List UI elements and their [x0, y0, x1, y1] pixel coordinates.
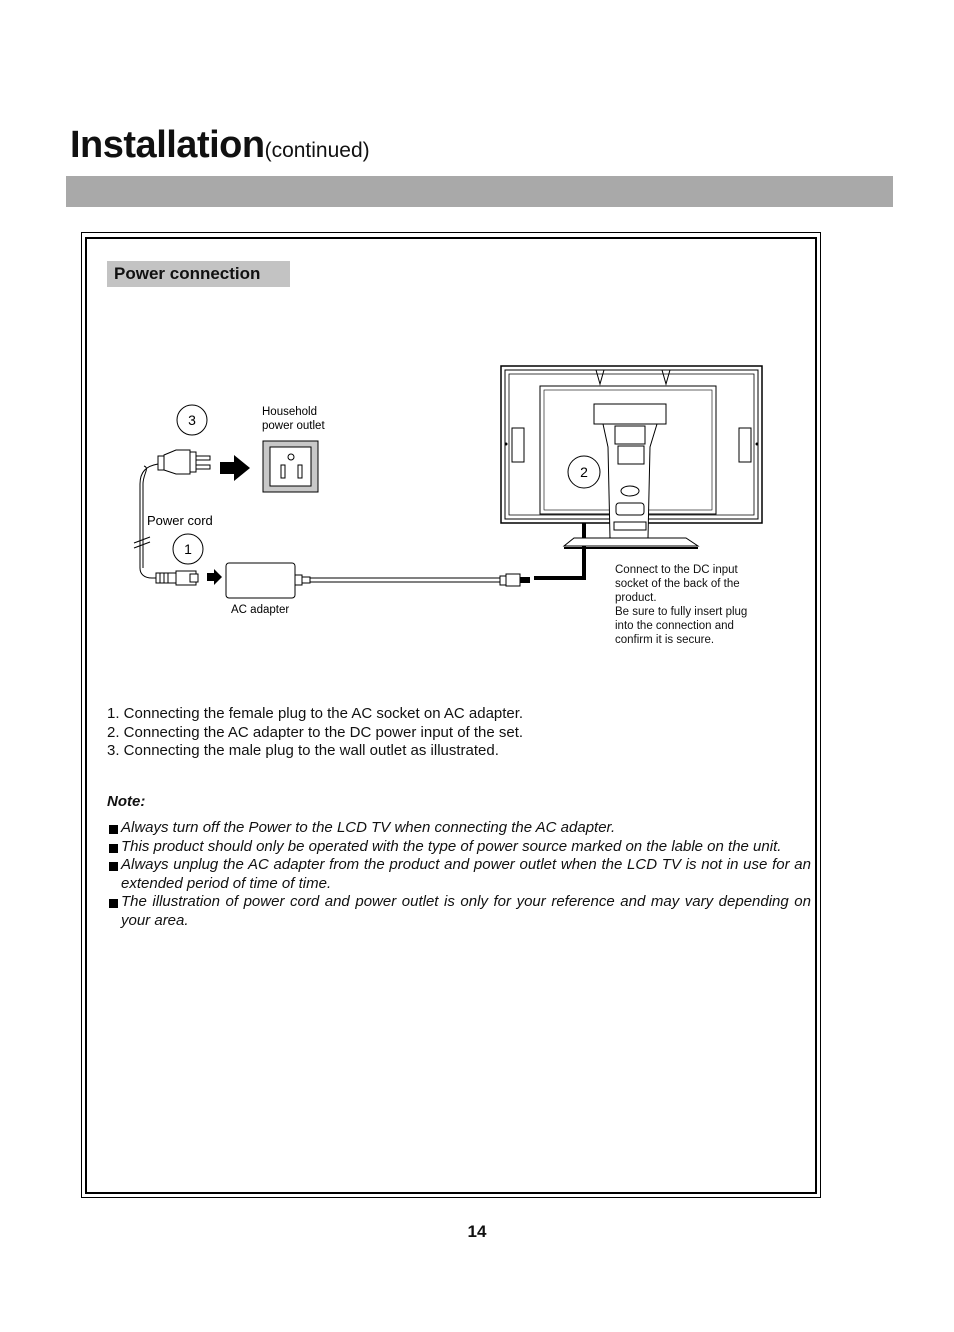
ac-adapter-label: AC adapter: [231, 604, 290, 616]
step-marker-1-label: 1: [184, 541, 192, 557]
section-title: Power connection: [107, 261, 290, 287]
dc-note-line: Connect to the DC input: [615, 564, 738, 576]
dc-note-line: confirm it is secure.: [615, 634, 715, 646]
page-title-text: Installation: [70, 124, 265, 166]
step-marker-1: [173, 534, 203, 564]
male-plug-icon: [158, 450, 210, 474]
dc-note-line: into the connection and: [615, 620, 734, 632]
square-bullet-icon: [109, 862, 118, 871]
ac-adapter-icon: [226, 563, 530, 598]
note-item: The illustration of power cord and power outlet is only for your reference and may vary depending on your area.: [107, 893, 811, 930]
step-marker-2: [568, 456, 600, 488]
arrow-right-small-icon: [207, 569, 222, 585]
note-item: This product should only be operated with the type of power source marked on the lable on the unit.: [107, 838, 811, 857]
step-item: 3. Connecting the male plug to the wall outlet as illustrated.: [107, 742, 499, 759]
power-cord-label: Power cord: [147, 513, 213, 528]
outlet-label-line1: Household: [262, 406, 317, 418]
square-bullet-icon: [109, 899, 118, 908]
female-plug-icon: [156, 571, 198, 585]
dc-input-note: [615, 563, 763, 647]
step-item: 1. Connecting the female plug to the AC socket on AC adapter.: [107, 705, 524, 722]
note-heading: Note:: [107, 793, 146, 810]
step-marker-2-label: 2: [580, 464, 588, 480]
dc-note-line: socket of the back of the: [615, 578, 740, 590]
arrow-right-icon: [220, 455, 250, 481]
dc-note-line: Be sure to fully insert plug: [615, 606, 748, 618]
page-number: 14: [467, 1222, 487, 1241]
square-bullet-icon: [109, 844, 118, 853]
square-bullet-icon: [109, 825, 118, 834]
outlet-label-line2: power outlet: [262, 420, 325, 432]
step-marker-3: [177, 405, 207, 435]
note-list: [107, 819, 811, 930]
step-marker-3-label: 3: [188, 412, 196, 428]
page-title-suffix: (continued): [264, 139, 370, 162]
step-item: 2. Connecting the AC adapter to the DC power input of the set.: [107, 723, 524, 741]
note-item: Always unplug the AC adapter from the product and power outlet when the LCD TV is not in use for an extended period of time of time.: [107, 856, 811, 893]
tv-back-illustration: [501, 366, 762, 548]
note-item: Always turn off the Power to the LCD TV when connecting the AC adapter.: [107, 819, 811, 838]
power-outlet-icon: [263, 441, 318, 492]
dc-note-line: product.: [615, 592, 657, 604]
instruction-steps: [107, 705, 523, 761]
